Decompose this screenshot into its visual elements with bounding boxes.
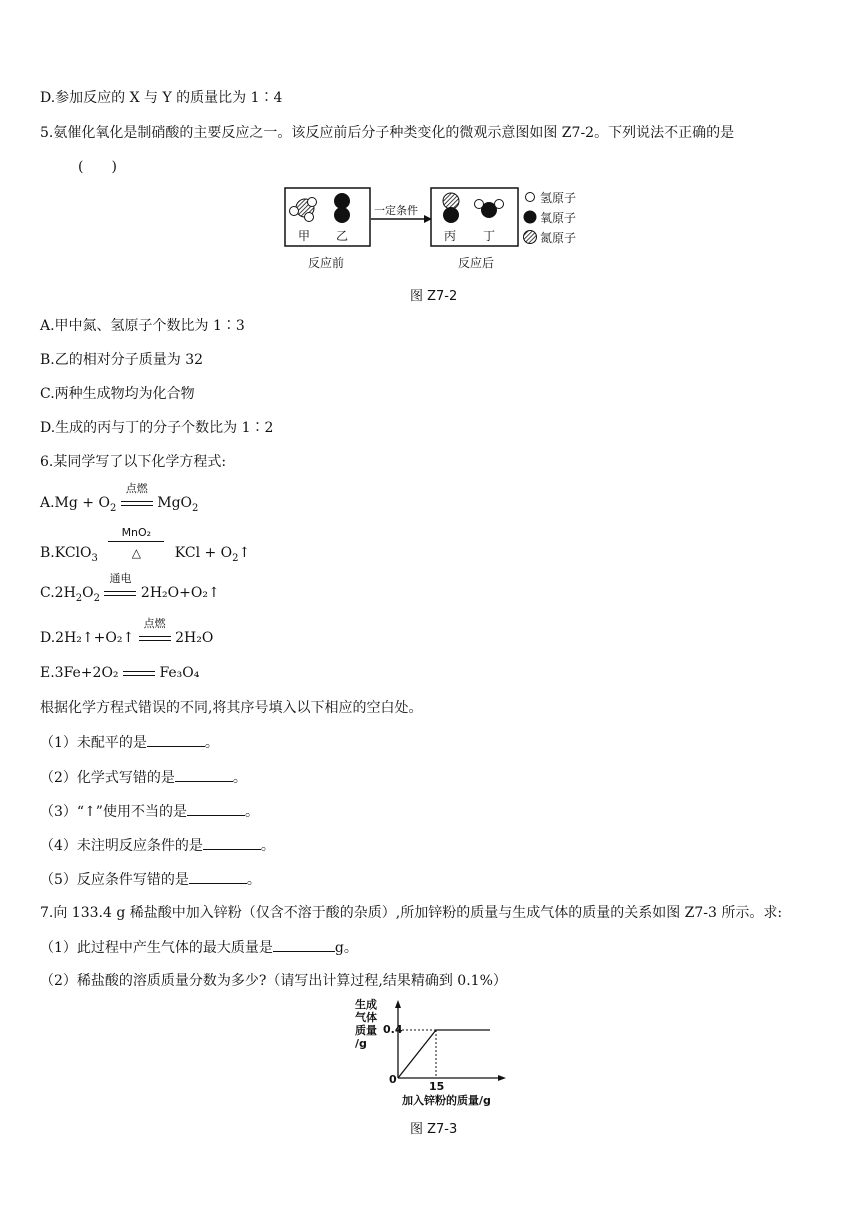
eq-b-left: B.KClO xyxy=(40,545,92,561)
label-after: 反应后 xyxy=(458,256,495,270)
arrow-condition: 一定条件 xyxy=(374,204,418,217)
label-bing: 丙 xyxy=(444,229,457,243)
x-tick-label: 15 xyxy=(429,1080,445,1093)
q6-part-1: （1）未配平的是 。 xyxy=(40,732,219,753)
eq-d-left: D.2H₂↑+O₂↑ xyxy=(40,630,135,646)
y-axis-label: 生成 气体 质量 /g xyxy=(355,998,377,1050)
eq-d-condition: 点燃 xyxy=(143,617,166,630)
x-axis-label: 加入锌粉的质量/g xyxy=(402,1094,491,1107)
equation-e xyxy=(40,665,199,681)
figure-z7-3 xyxy=(350,998,520,1108)
q5-stem: 5.氨催化氧化是制硝酸的主要反应之一。该反应前后分子种类变化的微观示意图如图 Z7-2。下列说法不正确的是 xyxy=(40,125,735,141)
eq-c-left: C.2H xyxy=(40,585,76,601)
answer-blank-5[interactable] xyxy=(189,869,247,884)
eq-b-heat: △ xyxy=(131,546,141,560)
answer-blank-4[interactable] xyxy=(203,835,261,850)
q6-part-3: （3）“↑”使用不当的是 。 xyxy=(40,801,259,822)
eq-a-condition: 点燃 xyxy=(125,482,148,495)
equation-c: $C.2H_2O_2$ 通电 2H₂O+O₂↑ xyxy=(40,572,220,604)
data-line xyxy=(398,1030,490,1078)
label-yi: 乙 xyxy=(336,229,349,243)
label-ding: 丁 xyxy=(483,229,496,243)
legend-oxygen: 氧原子 xyxy=(540,211,577,225)
eq-a-left: A.Mg + O xyxy=(40,495,110,511)
answer-blank-gas-mass[interactable] xyxy=(273,937,335,952)
q5-option-d: D.生成的丙与丁的分子个数比为 1∶2 xyxy=(40,420,274,436)
equation-b: B.KClO$_3$ MnO₂ △ KCl + $O_2↑$ xyxy=(40,526,251,564)
q6-part-5: （5）反应条件写错的是 。 xyxy=(40,869,261,890)
q5-answer-paren: ( ) xyxy=(78,159,117,175)
eq-e-right: Fe₃O₄ xyxy=(159,665,200,681)
q7-part-2: （2）稀盐酸的溶质质量分数为多少?（请写出计算过程,结果精确到 0.1%） xyxy=(40,973,507,989)
q6-part-4: （4）未注明反应条件的是 。 xyxy=(40,835,275,856)
legend-hydrogen: 氢原子 xyxy=(540,191,577,205)
eq-b-catalyst: MnO₂ xyxy=(121,526,152,539)
figure-z7-2 xyxy=(284,186,604,276)
q4-option-d: D.参加反应的 X 与 Y 的质量比为 1∶4 xyxy=(40,90,283,106)
q7-stem: 7.向 133.4 g 稀盐酸中加入锌粉（仅含不溶于酸的杂质）,所加锌粉的质量与生成气体的质量的关系如图 Z7-3 所示。求: xyxy=(40,905,783,921)
y-tick-label: 0.4 xyxy=(383,1023,403,1036)
q6-instruction: 根据化学方程式错误的不同,将其序号填入以下相应的空白处。 xyxy=(40,700,423,716)
eq-b-right: KCl + O xyxy=(174,545,233,561)
q7-part-1: （1）此过程中产生气体的最大质量是 g。 xyxy=(40,937,358,958)
label-before: 反应前 xyxy=(308,256,345,270)
answer-blank-1[interactable] xyxy=(147,732,205,747)
equation-a: $A.Mg + O_2$ 点燃 MgO$_2$ xyxy=(40,482,199,514)
q6-stem: 6.某同学写了以下化学方程式: xyxy=(40,454,227,470)
label-jia: 甲 xyxy=(298,229,311,243)
eq-c-condition: 通电 xyxy=(109,572,132,585)
answer-blank-2[interactable] xyxy=(175,767,233,782)
eq-a-right: MgO xyxy=(157,495,193,511)
origin-label: 0 xyxy=(389,1073,397,1086)
q6-part-2: （2）化学式写错的是 。 xyxy=(40,767,247,788)
q5-option-c: C.两种生成物均为化合物 xyxy=(40,386,195,402)
q5-option-b: B.乙的相对分子质量为 32 xyxy=(40,352,204,368)
eq-c-right: 2H₂O+O₂↑ xyxy=(140,585,220,601)
eq-e-left: E.3Fe+2O₂ xyxy=(40,665,119,681)
answer-blank-3[interactable] xyxy=(187,801,245,816)
figure-caption-z7-3: 图 Z7-3 xyxy=(410,1122,458,1137)
figure-caption-z7-2: 图 Z7-2 xyxy=(410,289,458,304)
eq-d-right: 2H₂O xyxy=(175,630,214,646)
equation-d xyxy=(40,617,214,646)
legend-nitrogen: 氮原子 xyxy=(540,231,577,245)
q5-option-a: A.甲中氮、氢原子个数比为 1∶3 xyxy=(40,318,245,334)
